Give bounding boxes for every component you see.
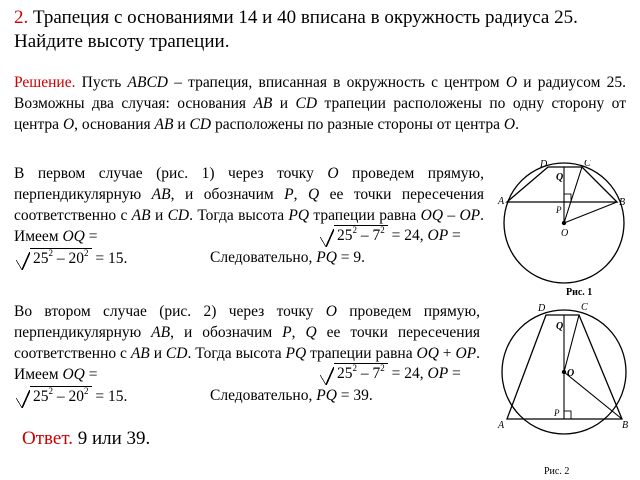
math-var: OP — [459, 207, 481, 224]
text-run: трапеции равна — [306, 345, 417, 362]
case1-formula-oq — [318, 227, 461, 245]
math-var: O — [62, 116, 75, 133]
case1-sqrt-oq — [320, 227, 388, 245]
minus-sign: – — [56, 250, 65, 267]
text-run: проведем прямую, перпендикулярную — [14, 165, 484, 203]
case2-sqrt-oq — [320, 365, 388, 383]
text-run: , — [293, 186, 308, 203]
solution-label: Решение. — [14, 74, 76, 91]
text-run: трапеции расположены по одну сторону от центра — [14, 95, 626, 133]
fig1-right-angle — [564, 194, 571, 202]
fig1-label-b: B — [619, 197, 626, 208]
sqrt-term-a: 25 — [337, 227, 353, 244]
answer-label: Ответ. — [22, 428, 73, 449]
fig1-center-dot — [562, 221, 566, 225]
text-run: Пусть — [75, 74, 128, 91]
text-run: + — [438, 345, 456, 362]
math-var: OQ — [416, 345, 439, 362]
text-run: и — [272, 95, 296, 112]
text-run: , основания — [74, 116, 155, 133]
fig1-label-o: O — [561, 228, 569, 239]
figure-1 — [494, 160, 634, 300]
case1-op-label: OP — [427, 227, 449, 244]
case2-conclusion-text: Следовательно, — [210, 387, 313, 404]
math-var: PQ — [288, 207, 310, 224]
exp: 2 — [48, 386, 53, 396]
case2-conclusion — [210, 387, 373, 405]
problem-statement — [14, 6, 624, 54]
case1-conclusion — [210, 249, 365, 267]
case2-formula-op — [14, 388, 127, 406]
text-run: . Тогда высота — [189, 207, 289, 224]
exp: 2 — [352, 225, 357, 235]
math-var: CD — [189, 116, 212, 133]
figure-2 — [488, 298, 636, 480]
math-var: CD — [165, 345, 188, 362]
fig1-label-a: A — [498, 196, 505, 207]
exp: 2 — [380, 225, 385, 235]
math-var: AB — [151, 186, 171, 203]
text-run: . — [515, 116, 519, 133]
fig2-label-d: D — [538, 303, 546, 314]
sqrt-term-a: 25 — [33, 388, 49, 405]
problem-text: Трапеция с основаниями 14 и 40 вписана в окружность радиуса 25. Найдите высоту трапеции. — [14, 7, 578, 52]
fig2-label-o: O — [567, 368, 575, 379]
math-var: O — [327, 165, 339, 182]
math-var: AB — [131, 207, 151, 224]
math-var: ABCD — [127, 74, 168, 91]
sqrt-term-b: 20 — [68, 388, 84, 405]
sqrt-term-b: 7 — [372, 365, 381, 382]
text-run: , и обозначим — [170, 324, 283, 341]
math-var: AB — [154, 116, 174, 133]
text-run: ее точки пересечения соответственно с — [14, 324, 480, 362]
case2-formula-oq — [318, 365, 461, 383]
case1-conclusion-value: = 9. — [340, 249, 366, 266]
fig2-caption: Рис. 2 — [544, 466, 570, 477]
problem-number: 2. — [14, 7, 29, 28]
case1-formula-op — [14, 250, 127, 268]
case2-sqrt-op — [16, 388, 92, 406]
exp: 2 — [380, 363, 385, 373]
math-var: PQ — [285, 345, 307, 362]
fig2-radius-ob — [564, 372, 622, 419]
case2-op-eq: = — [448, 365, 461, 382]
fig2-label-q: Q — [556, 321, 564, 332]
exp: 2 — [352, 363, 357, 373]
fig2-label-c: C — [581, 302, 588, 313]
case1-conclusion-var: PQ — [316, 249, 337, 266]
case1-sqrt-op — [16, 250, 92, 268]
fig2-label-a: A — [498, 420, 505, 431]
text-run: . Имеем — [14, 345, 481, 383]
case2-oq-result: = 24, — [391, 365, 424, 382]
math-var: OP — [455, 345, 477, 362]
math-var: P — [284, 186, 294, 203]
math-var: CD — [167, 207, 190, 224]
minus-sign: – — [360, 365, 369, 382]
fig2-label-p: P — [554, 408, 560, 418]
fig2-center-dot — [562, 370, 566, 374]
sqrt-term-a: 25 — [337, 365, 353, 382]
text-run: – трапеция, вписанная в окружность с центром — [168, 74, 506, 91]
fig1-radius-oc — [564, 167, 582, 223]
fig2-right-angle — [564, 411, 571, 419]
exp: 2 — [84, 386, 89, 396]
answer-value: 9 или 39. — [77, 428, 151, 449]
math-var: Q — [305, 324, 317, 341]
text-run: . Имеем — [14, 207, 485, 245]
text-run: , и обозначим — [170, 186, 285, 203]
text-run: . Тогда высота — [187, 345, 286, 362]
math-var: AB — [253, 95, 273, 112]
exp: 2 — [84, 248, 89, 258]
solution-intro — [14, 72, 626, 135]
text-run: проведем прямую, перпендикулярную — [14, 303, 480, 341]
fig1-label-d: D — [540, 160, 548, 170]
case2-conclusion-var: PQ — [316, 387, 337, 404]
math-var: O — [503, 116, 516, 133]
text-run: трапеции равна — [309, 207, 421, 224]
text-run: ее точки пересечения соответственно с — [14, 186, 484, 224]
math-var: AB — [151, 324, 171, 341]
text-run: = — [84, 366, 98, 383]
text-run: – — [443, 207, 460, 224]
fig1-radius-ob — [564, 202, 617, 223]
fig1-label-q: Q — [556, 172, 564, 183]
fig1-label-c: C — [584, 160, 591, 169]
text-run: расположены по разные стороны от центра — [211, 116, 504, 133]
text-run: , — [291, 324, 306, 341]
case2-op-result: = 15. — [95, 388, 128, 405]
intro-rich-text — [14, 74, 626, 133]
fig2-radius-oc — [564, 315, 579, 372]
math-var: OQ — [62, 366, 85, 383]
case1-oq-result: = 24, — [391, 227, 424, 244]
case2-op-label: OP — [427, 365, 449, 382]
case1-op-result: = 15. — [95, 250, 128, 267]
text-run: и — [173, 116, 190, 133]
math-var: O — [505, 74, 518, 91]
answer — [22, 428, 150, 450]
math-var: OQ — [62, 228, 85, 245]
exp: 2 — [48, 248, 53, 258]
case1-conclusion-text: Следовательно, — [210, 249, 313, 266]
text-run: Во втором случае (рис. 2) через точку — [14, 303, 326, 320]
math-var: O — [325, 303, 337, 320]
sqrt-term-a: 25 — [33, 250, 49, 267]
text-run: = — [84, 228, 98, 245]
case1-op-eq: = — [448, 227, 461, 244]
fig1-label-p: P — [556, 205, 562, 215]
sqrt-term-b: 7 — [372, 227, 381, 244]
text-run: и радиусом 25. Возможны два случая: основания — [14, 74, 626, 112]
text-run: В первом случае (рис. 1) через точку — [14, 165, 328, 182]
math-var: Q — [307, 186, 320, 203]
text-run: и — [150, 207, 168, 224]
math-var: P — [282, 324, 292, 341]
math-var: OQ — [420, 207, 444, 224]
case2-conclusion-value: = 39. — [340, 387, 373, 404]
sqrt-term-b: 20 — [68, 250, 84, 267]
fig2-label-b: B — [622, 420, 629, 431]
minus-sign: – — [56, 388, 65, 405]
fig1-caption: Рис. 1 — [566, 287, 593, 298]
text-run: и — [149, 345, 166, 362]
math-var: CD — [295, 95, 318, 112]
minus-sign: – — [360, 227, 369, 244]
math-var: AB — [130, 345, 150, 362]
